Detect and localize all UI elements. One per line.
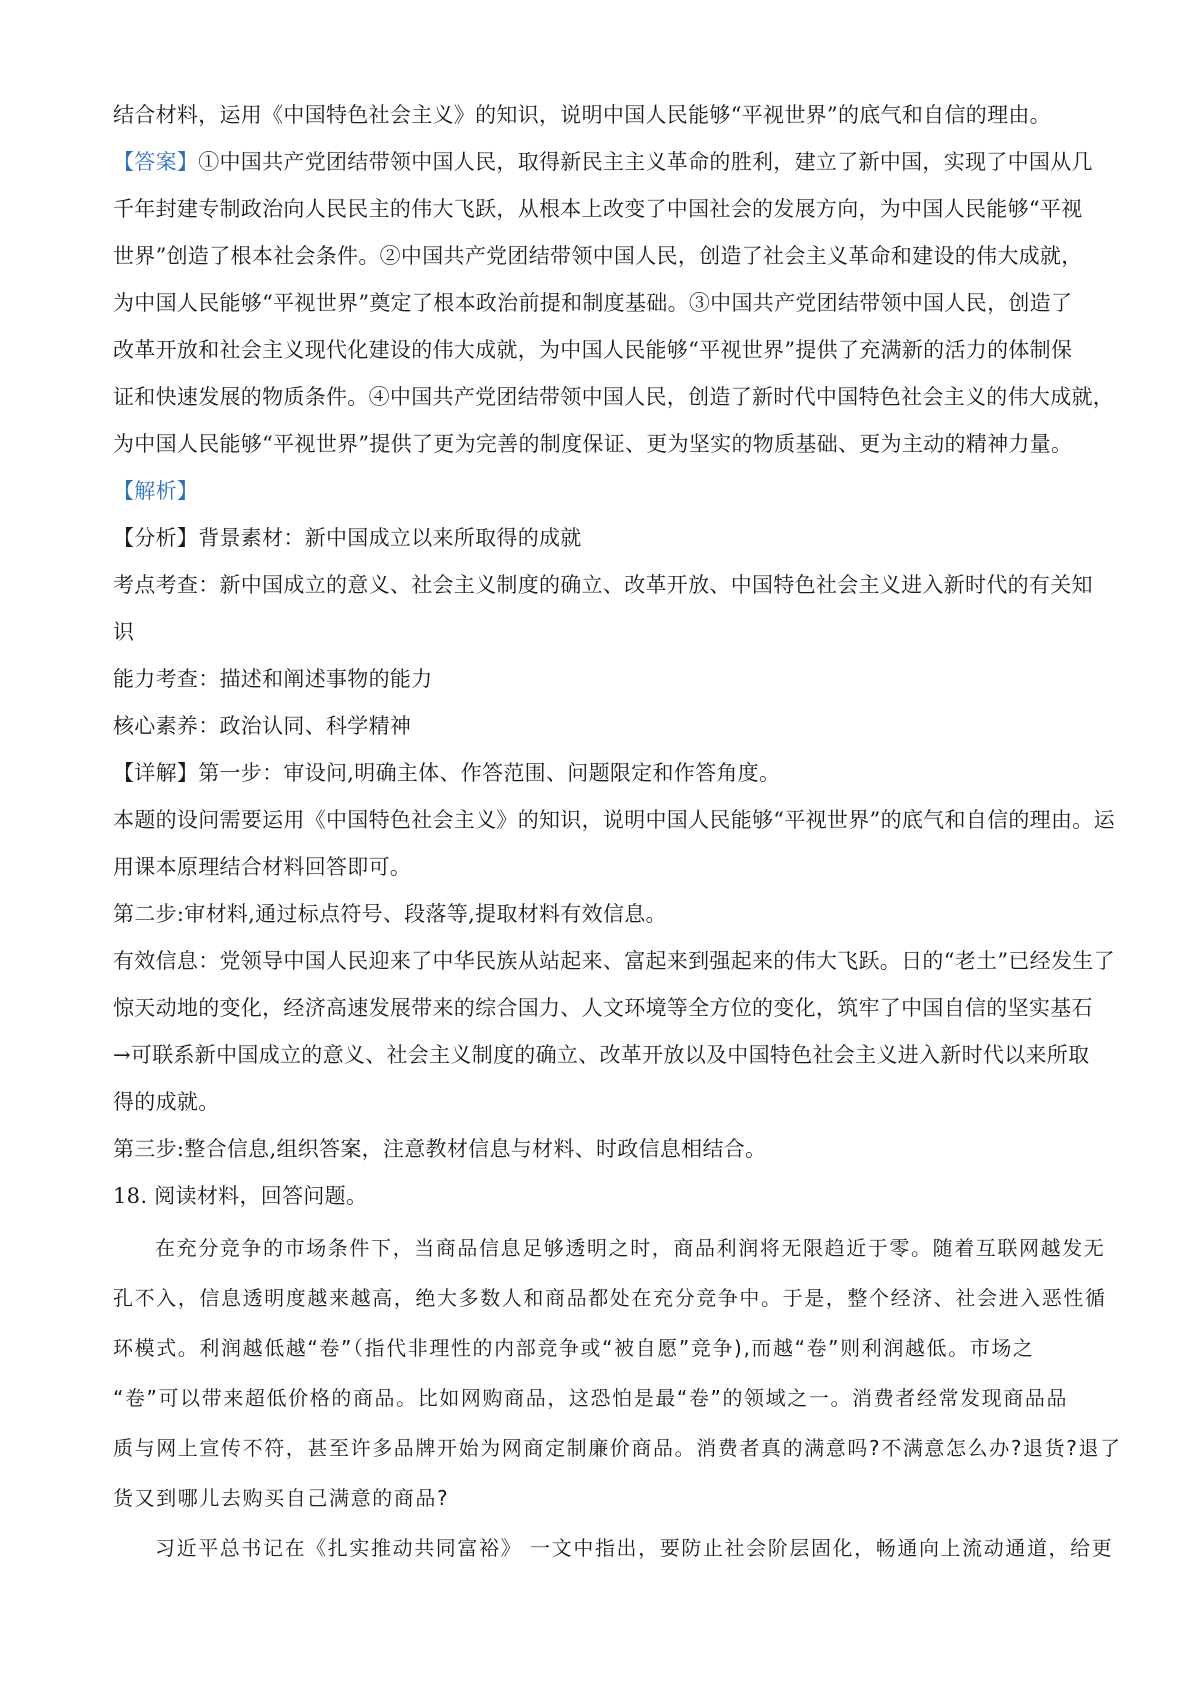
analysis-line: 惊天动地的变化，经济高速发展带来的综合国力、人文环境等全方位的变化，筑牢了中国自信的坚实基石 <box>113 996 1093 1020</box>
answer-block <box>113 139 1115 468</box>
analysis-line: →可联系新中国成立的意义、社会主义制度的确立、改革开放以及中国特色社会主义进入新时代以来所取 <box>113 1043 1090 1067</box>
analysis-line: 本题的设问需要运用《中国特色社会主义》的知识，说明中国人民能够“平视世界”的底气和自信的理由。运 <box>113 808 1115 832</box>
analysis-block <box>113 468 1115 1173</box>
answer-line <box>113 139 1100 186</box>
analysis-line: 第三步:整合信息,组织答案，注意教材信息与材料、时政信息相结合。 <box>113 1137 767 1161</box>
analysis-line: 识 <box>113 620 135 644</box>
question-18-heading: 18. 阅读材料，回答问题。 <box>113 1184 368 1208</box>
analysis-line: 得的成就。 <box>113 1090 220 1114</box>
analysis-line: 【分析】背景素材：新中国成立以来所取得的成就 <box>113 526 582 550</box>
document-page <box>113 92 1122 1573</box>
material-line: “卷”可以带来超低价格的商品。比如网购商品，这恐怕是最“卷”的领域之一。消费者经常发现商品品 <box>113 1386 1069 1410</box>
material-line: 货又到哪儿去购买自己满意的商品? <box>113 1486 450 1510</box>
analysis-line: 有效信息：党领导中国人民迎来了中华民族从站起来、富起来到强起来的伟大飞跃。日的“老土”已经发生了 <box>113 949 1115 973</box>
analysis-line: 第二步:审材料,通过标点符号、段落等,提取材料有效信息。 <box>113 902 667 926</box>
question-18-block <box>113 1173 1122 1573</box>
material-line: 孔不入，信息透明度越来越高，绝大多数人和商品都处在充分竞争中。于是，整个经济、社会进入恶性循 <box>113 1286 1107 1310</box>
analysis-line: 用课本原理结合材料回答即可。 <box>113 855 412 879</box>
answer-line-text: ①中国共产党团结带领中国人民，取得新民主主义革命的胜利，建立了新中国，实现了中国从几 <box>198 150 1093 174</box>
analysis-line: 【详解】第一步：审设问,明确主体、作答范围、问题限定和作答角度。 <box>113 761 781 785</box>
answer-line: 千年封建专制政治向人民民主的伟大飞跃，从根本上改变了中国社会的发展方向，为中国人民能够“平视 <box>113 197 1083 221</box>
answer-line: 为中国人民能够“平视世界”提供了更为完善的制度保证、更为坚实的物质基础、更为主动的精神力量。 <box>113 432 1073 456</box>
answer-line: 为中国人民能够“平视世界”奠定了根本政治前提和制度基础。③中国共产党团结带领中国人民，创造了 <box>113 291 1073 315</box>
analysis-line: 能力考查：描述和阐述事物的能力 <box>113 667 433 691</box>
material-line: 环模式。利润越低越“卷”（指代非理性的内部竞争或“被自愿”竞争),而越“卷”则利润越低。市场之 <box>113 1336 1035 1360</box>
answer-line: 改革开放和社会主义现代化建设的伟大成就，为中国人民能够“平视世界”提供了充满新的活力的体制保 <box>113 338 1073 362</box>
material-line: 质与网上宣传不符，甚至许多品牌开始为网商定制廉价商品。消费者真的满意吗?不满意怎么办?退货?退了 <box>113 1436 1122 1460</box>
analysis-line: 核心素养：政治认同、科学精神 <box>113 714 412 738</box>
answer-line: 世界”创造了根本社会条件。②中国共产党团结带领中国人民，创造了社会主义革命和建设的伟大成就， <box>113 244 1083 268</box>
answer-line: 证和快速发展的物质条件。④中国共产党团结带领中国人民，创造了新时代中国特色社会主义的伟大成就， <box>113 385 1115 409</box>
material-line: 在充分竞争的市场条件下，当商品信息足够透明之时，商品利润将无限趋近于零。随着互联网越发无 <box>155 1236 1106 1260</box>
answer-tag: 【答案】 <box>113 150 199 174</box>
material-line: 习近平总书记在《扎实推动共同富裕》 一文中指出，要防止社会阶层固化，畅通向上流动通道，给更 <box>155 1536 1114 1560</box>
analysis-tag: 【解析】 <box>113 479 199 503</box>
analysis-line: 考点考查：新中国成立的意义、社会主义制度的确立、改革开放、中国特色社会主义进入新时代的有关知 <box>113 573 1093 597</box>
question-stem: 结合材料，运用《中国特色社会主义》的知识，说明中国人民能够“平视世界”的底气和自信的理由。 <box>113 103 1051 127</box>
